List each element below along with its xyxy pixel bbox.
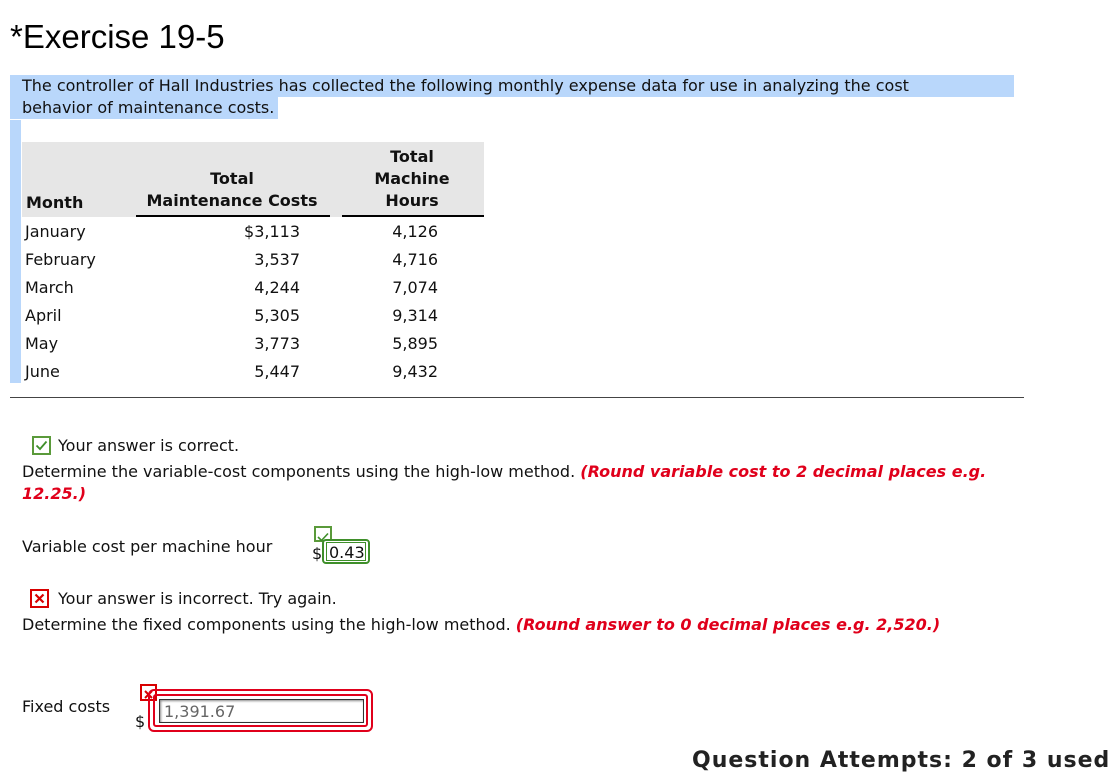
fixed-costs-label: Fixed costs: [22, 697, 111, 716]
header-hours-line-2: Machine: [374, 169, 450, 188]
instruction-variable-cost: [22, 461, 1002, 505]
cell-cost: 5,305: [254, 305, 300, 325]
section-divider: [10, 397, 1024, 398]
selection-highlight: [10, 120, 21, 383]
cell-hours: 5,895: [392, 333, 438, 353]
header-cost-line-2: Maintenance Costs: [146, 191, 318, 210]
table-row: [22, 273, 484, 301]
fixed-costs-input[interactable]: [159, 699, 364, 723]
rounding-hint: (Round variable cost to 2 decimal places e.g. 12.25.): [22, 462, 987, 503]
status-correct-text: Your answer is correct.: [58, 436, 240, 455]
cell-month: June: [25, 361, 60, 381]
rounding-hint: (Round answer to 0 decimal places e.g. 2,520.): [515, 615, 941, 634]
table-row: [22, 245, 484, 273]
incorrect-x-icon: [30, 589, 49, 608]
currency-symbol: $: [312, 544, 323, 563]
table-row: [22, 329, 484, 357]
currency-symbol: $: [135, 712, 146, 731]
cell-hours: 9,314: [392, 305, 438, 325]
table-row: [22, 217, 484, 245]
variable-cost-answer[interactable]: [322, 539, 370, 564]
cell-cost: 3,773: [254, 333, 300, 353]
attempts-footer: Question Attempts: 2 of 3 used: [692, 748, 1110, 773]
cell-cost: $3,113: [244, 221, 300, 241]
header-hours-line-3: Hours: [385, 191, 439, 210]
cell-month: March: [25, 277, 74, 297]
header-month: Month: [22, 142, 136, 217]
fixed-costs-answer-inner-frame: [153, 694, 368, 727]
intro-line-2: behavior of maintenance costs.: [10, 97, 278, 119]
page-title: *Exercise 19-5: [10, 18, 225, 55]
cell-hours: 4,126: [392, 221, 438, 241]
expense-table: [22, 142, 484, 385]
header-cost-line-1: Total: [210, 169, 254, 188]
cell-month: April: [25, 305, 62, 325]
cell-hours: 9,432: [392, 361, 438, 381]
status-incorrect-text: Your answer is incorrect. Try again.: [58, 589, 337, 608]
cell-month: February: [25, 249, 96, 269]
header-maintenance-costs: [136, 142, 330, 217]
variable-cost-label: Variable cost per machine hour: [22, 537, 273, 556]
cell-hours: 7,074: [392, 277, 438, 297]
table-row: [22, 357, 484, 385]
instruction-text: Determine the variable-cost components using the high-low method.: [22, 462, 576, 481]
cell-cost: 5,447: [254, 361, 300, 381]
cell-month: May: [25, 333, 59, 353]
intro-line-1: The controller of Hall Industries has collected the following monthly expense data for use in analyzing the cost: [10, 75, 1014, 97]
variable-cost-value: 0.43: [326, 542, 366, 561]
fixed-costs-answer-frame: [148, 689, 373, 732]
header-gap: [330, 142, 342, 217]
cell-cost: 3,537: [254, 249, 300, 269]
cell-month: January: [25, 221, 86, 241]
correct-check-icon: [32, 436, 51, 455]
table-row: [22, 301, 484, 329]
cell-cost: 4,244: [254, 277, 300, 297]
instruction-text: Determine the fixed components using the high-low method.: [22, 615, 511, 634]
cell-hours: 4,716: [392, 249, 438, 269]
header-machine-hours: [342, 142, 484, 217]
header-hours-line-1: Total: [390, 147, 434, 166]
instruction-fixed-cost: [22, 614, 1002, 636]
intro-text: [10, 75, 1014, 119]
